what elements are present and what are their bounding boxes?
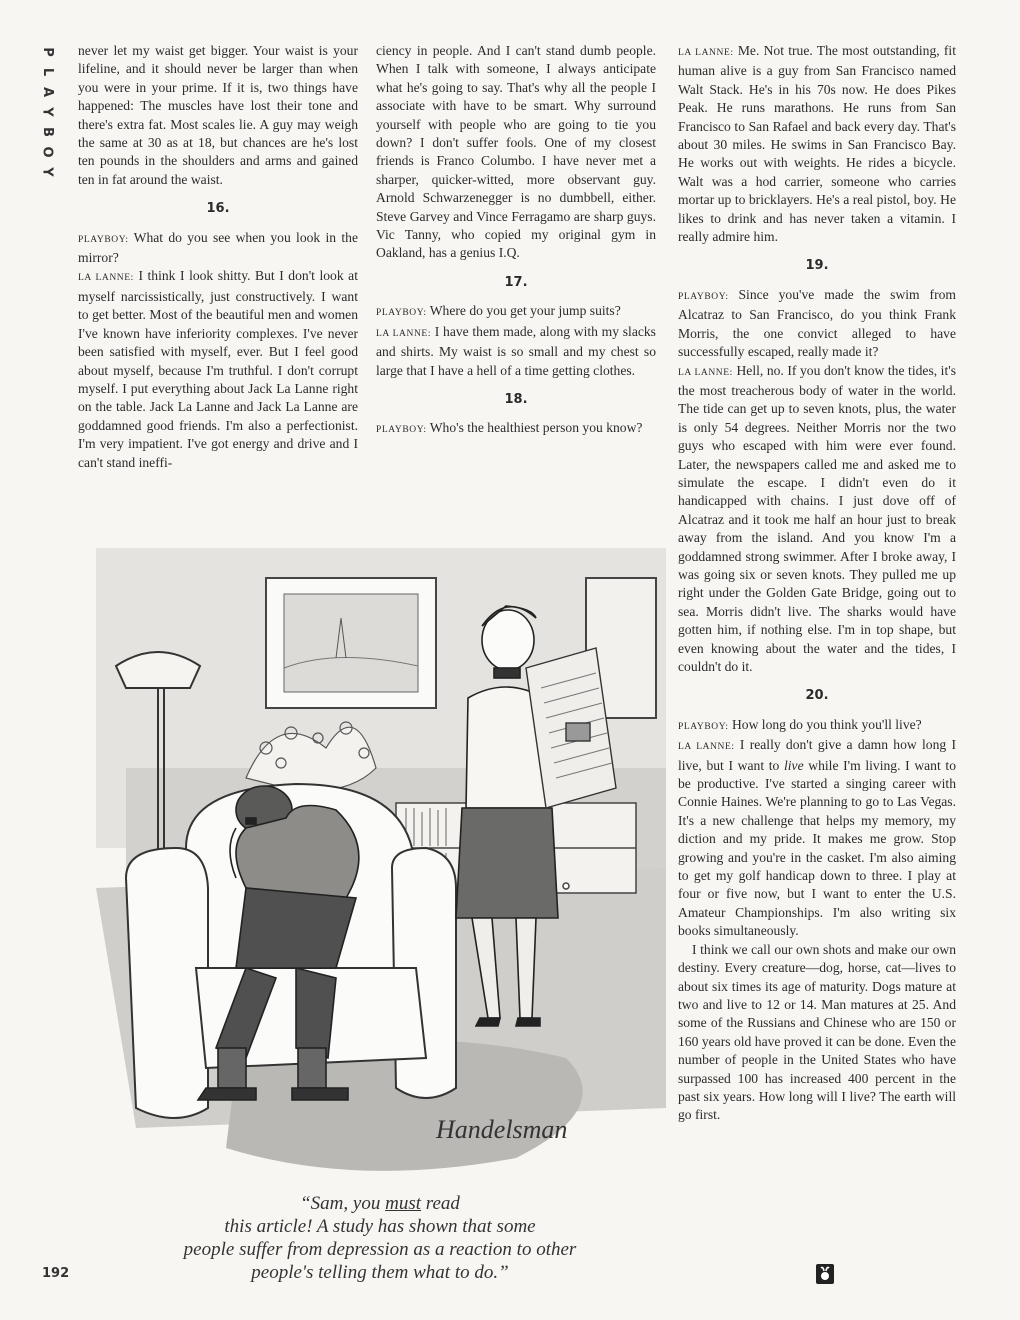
caption-line: people's telling them what to do.” (251, 1262, 509, 1283)
answer (678, 736, 956, 940)
speaker-label: PLAYBOY: (78, 234, 129, 245)
cartoon-caption (140, 1192, 620, 1284)
masthead-letter: O (40, 146, 55, 158)
masthead-letter: Y (39, 167, 55, 177)
section-number: 19. (805, 258, 829, 274)
masthead-vertical (34, 42, 60, 182)
answer (678, 42, 956, 246)
speaker-label: PLAYBOY: (376, 425, 427, 436)
cartoon-illustration (96, 548, 666, 1180)
answer-text: Hell, no. If you don't know the tides, it's the most treacherous body of water in the world. The tide can get up to seven knots, plus, the water is only 54 degrees. Neither Morris nor the two guys who escaped with him were ever found. Later, the newspapers called me and asked me to simulate the escape. I didn't even do it handicapped with chains. I just dove off of Alcatraz and it took me half an hour just to break away from the island. And you know I'm a goddamned strong swimmer. After I broke away, I was going six or seven knots. They pulled me up right under the Golden Gate Bridge, going out to sea. Morris didn't live. The sharks would have gotten him, if nothing else. I'm in top shape, but even knowing about the water and the tides, I couldn't do it. (678, 362, 956, 674)
speaker-label: PLAYBOY: (678, 721, 729, 732)
framed-picture (266, 578, 436, 708)
caption-line: people suffer from depression as a reaction to other (183, 1239, 577, 1260)
answer-text: Me. Not true. The most outstanding, fit human alive is a guy from San Francisco named Walt Stack. He's in his 70s now. He does Pikes Peak. He runs marathons. He runs from San Francisco to San Rafael and back every day. That's about 30 miles. He swims in San Francisco Bay. He works out with weights. He rides a bicycle. Walt was a hod carrier, someone who carries mortar up to bricklayers. He's a real pistol, boy. He likes to drink and has never taken a vitamin. I really admire him. (678, 43, 956, 245)
masthead-letter: B (39, 127, 55, 137)
masthead-letter: A (40, 86, 55, 98)
section-number: 18. (504, 391, 528, 407)
text-column-3 (678, 42, 956, 1125)
speaker-label: PLAYBOY: (376, 308, 427, 319)
section-number: 20. (805, 688, 829, 704)
question (678, 286, 956, 362)
caption-emphasis: must (385, 1193, 421, 1214)
question (376, 302, 656, 322)
speaker-label: LA LANNE: (376, 328, 432, 339)
speaker-label: LA LANNE: (678, 48, 734, 58)
speaker-label: PLAYBOY: (678, 291, 729, 302)
caption-text: read (421, 1193, 460, 1214)
caption-text: “Sam, you (300, 1193, 386, 1214)
answer-text: I really don't give a damn how long I live, but I want to (678, 737, 956, 773)
question-text: Where do you get your jump suits? (429, 303, 621, 319)
question (678, 716, 956, 736)
text-column-2 (376, 42, 656, 440)
page-number: 192 (42, 1266, 70, 1281)
masthead-letter: L (39, 67, 55, 77)
answer-text: while I'm living. I want to be productive. I've started a singing career with Connie Haines. We're planning to go to Las Vegas. It's a new challenge that helps my memory, my diction and my pride. It makes me grow. Stop growing and you're in the casket. I'm also aiming to get my golf handicap down to three. I play at four or five now, but I want to enter the U.S. Amateur Championships. I'm also writing six books simultaneously. (678, 757, 956, 939)
question-text: Since you've made the swim from Alcatraz to San Francisco, do you think Frank Morris, the one convict alleged to have successfully escaped, really made it? (678, 286, 956, 360)
cartoonist-signature: Handelsman (436, 1115, 568, 1144)
paragraph: I think we call our own shots and make our own destiny. Every creature—dog, horse, cat—lives to about six times its age of maturity. Dogs mature at two and live to 12 or 14. Man matures at 25. And some of the Russians and Chinese who are 150 or 160 years old have proved it can be done. Even the number of people in the United States who have surpassed 100 has increased 400 percent in the past six years. How long will I live? The earth will go first. (678, 941, 956, 1123)
answer-text: I have them made, along with my slacks and shirts. My waist is so small and my chest so large that I have a hell of a time getting clothes. (376, 323, 656, 378)
question-text: What do you see when you look in the mirror? (78, 229, 358, 266)
caption-line: this article! A study has shown that some (224, 1216, 536, 1237)
rabbit-endmark-icon (816, 1264, 834, 1284)
text-column-1 (78, 42, 358, 472)
answer (376, 323, 656, 380)
answer-text: I think I look shitty. But I don't look at myself narcissistically, just constructively. I want to get better. Most of the beautiful men and women I've known have inferiority complexes. I've never been satisfied with myself, ever. But I feel good about myself, because I'm truthful. I don't corrupt myself. I put everything about Jack La Lanne right on the table. Jack La Lanne and Jack La Lanne are goddamned good friends. I'm also a perfectionist. I'm very impatient. I've got energy and drive and I can't stand ineffi- (78, 268, 358, 470)
emphasis-text: live (784, 757, 804, 773)
speaker-label: LA LANNE: (678, 742, 735, 753)
answer (678, 362, 956, 677)
section-number: 16. (206, 201, 230, 217)
question-text: Who's the healthiest person you know? (429, 420, 643, 436)
speaker-label: LA LANNE: (78, 273, 134, 284)
section-number: 17. (504, 274, 528, 290)
caption-line (140, 1192, 620, 1215)
paragraph: never let my waist get bigger. Your waist is your lifeline, and it should never be larger than when you were in your prime. If it is, two things have happened: The muscles have lost their tone and there's extra fat. Most scales lie. A guy may weigh the same at 30 as at 18, but chances are he's lost ten pounds in the shoulders and arms and gained ten in fat around the waist. (78, 43, 358, 187)
paragraph: ciency in people. And I can't stand dumb people. When I talk with someone, I always anticipate what he's going to say. That's why all the people I associate with have to be smart. Why surround yourself with people who are going to tie you down? I don't suffer fools. One of my closest friends is Franco Columbo. I have never met a sharper, quicker-witted, more observant guy. Arnold Schwarzenegger is no dumbbell, either. Steve Garvey and Vince Ferragamo are sharp guys. Vic Tanny, who copied my original gym in Oakland, has a genius I.Q. (376, 43, 656, 261)
speaker-label: LA LANNE: (678, 367, 733, 378)
question (78, 229, 358, 268)
masthead-letter: Y (39, 107, 55, 117)
masthead-letter: P (40, 47, 55, 57)
answer (78, 267, 358, 471)
question (376, 419, 656, 439)
question-text: How long do you think you'll live? (731, 716, 922, 732)
